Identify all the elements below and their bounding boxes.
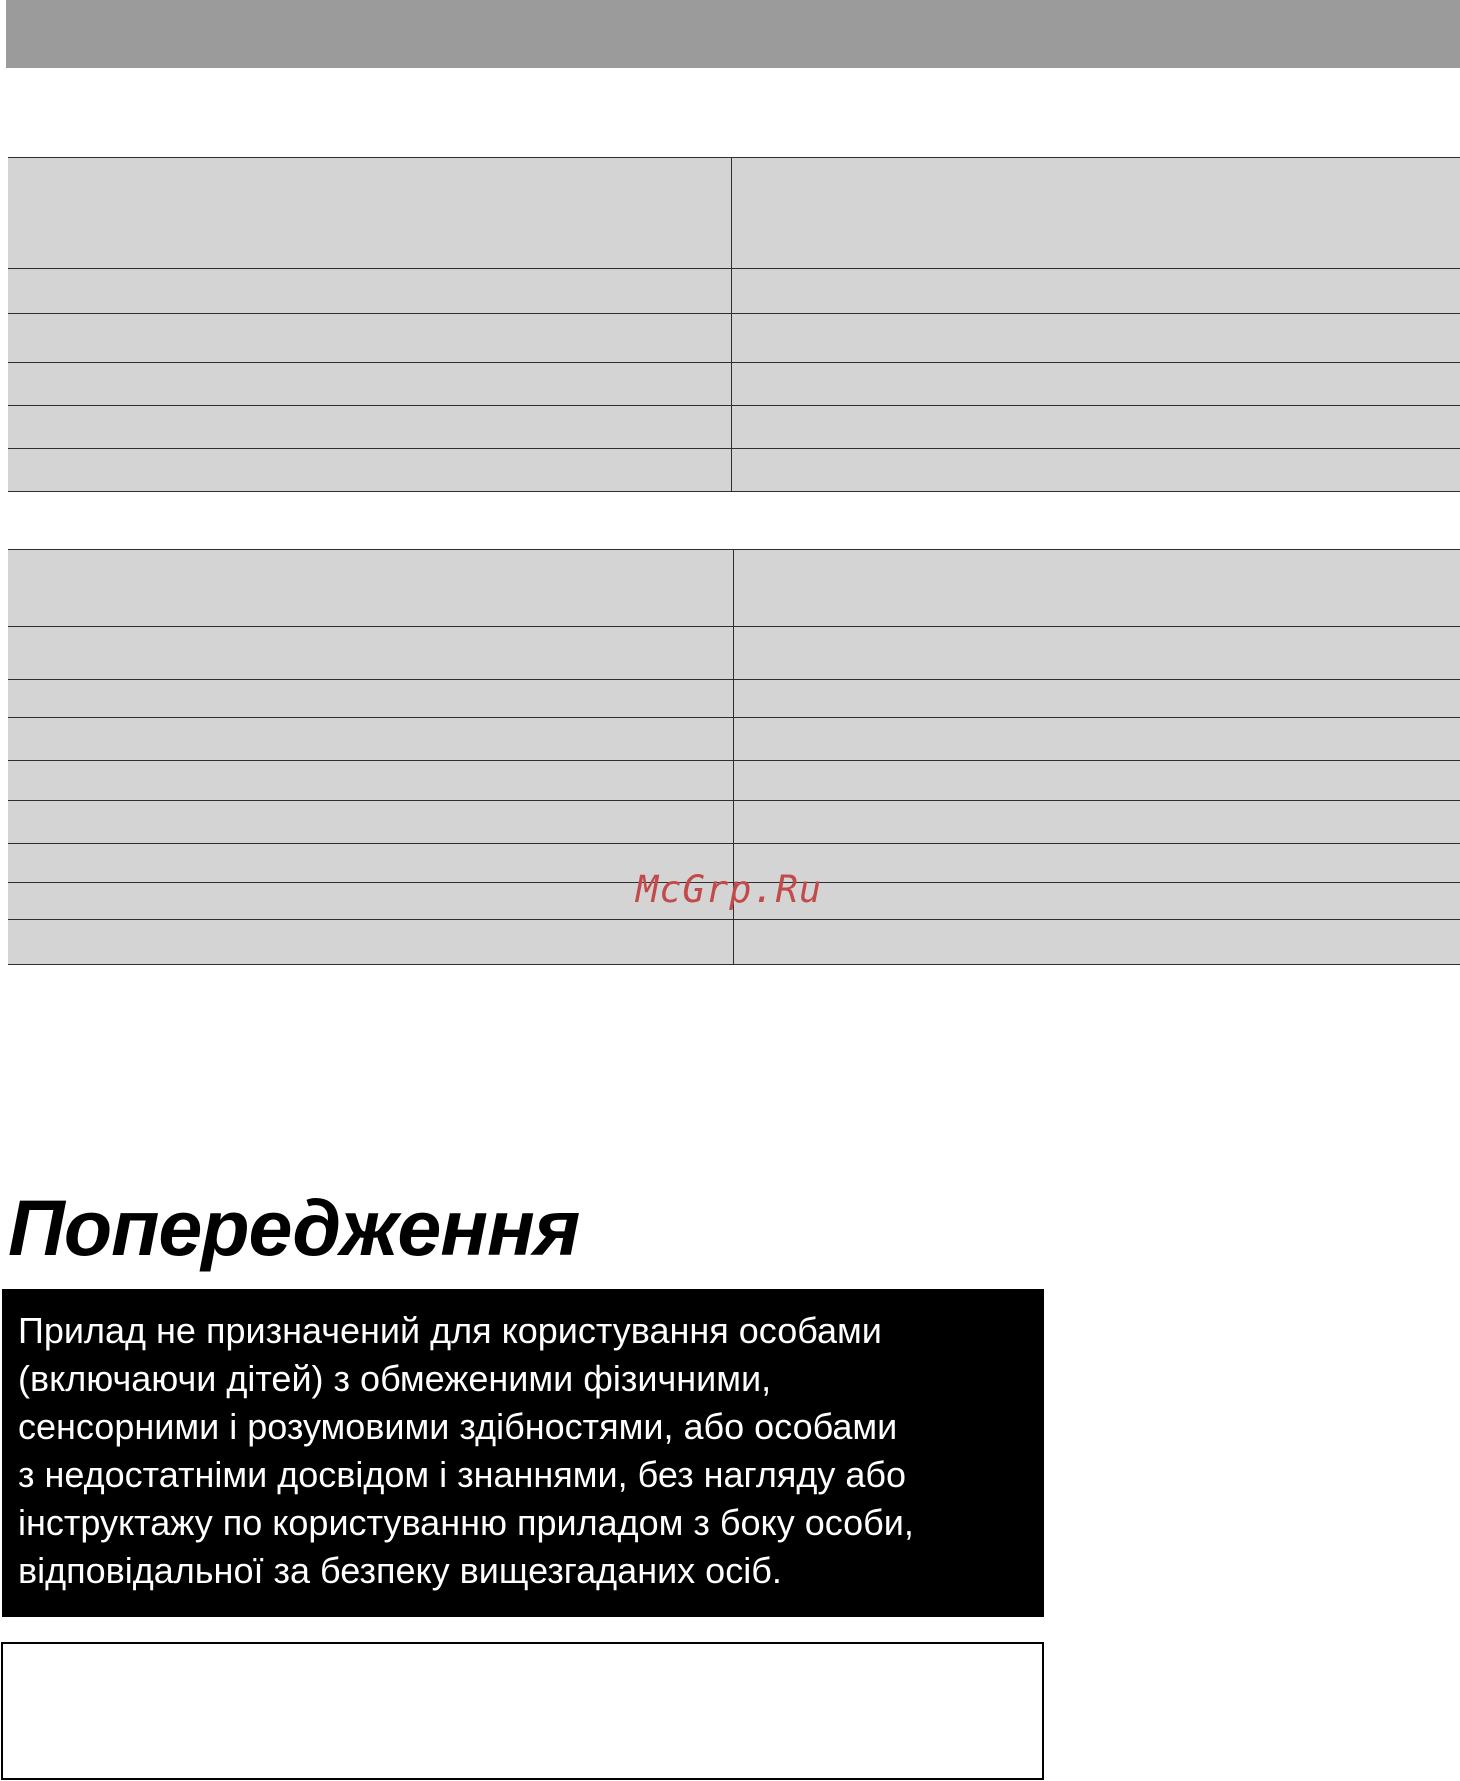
table-cell	[8, 718, 733, 761]
table-cell	[8, 761, 733, 801]
table-row	[8, 761, 1460, 801]
table-cell	[731, 406, 1460, 449]
table-cell	[731, 269, 1460, 314]
table-cell	[8, 844, 733, 883]
table-cell	[731, 314, 1460, 363]
table-row	[8, 627, 1460, 680]
table-row	[8, 158, 1460, 269]
table-cell	[8, 363, 731, 406]
table-row	[8, 920, 1460, 965]
table-cell	[733, 680, 1460, 718]
warning-line: з недостатніми досвідом і знаннями, без нагляду або	[18, 1454, 907, 1495]
table-row	[8, 406, 1460, 449]
header-bar	[6, 0, 1460, 68]
table-cell	[8, 680, 733, 718]
empty-note-box	[1, 1642, 1044, 1780]
table-cell	[8, 406, 731, 449]
table-cell	[733, 550, 1460, 627]
table-row	[8, 680, 1460, 718]
table-cell	[8, 269, 731, 314]
table-cell	[731, 449, 1460, 492]
table-row	[8, 801, 1460, 844]
table-cell	[8, 314, 731, 363]
spec-table-1	[8, 157, 1460, 492]
table-cell	[733, 627, 1460, 680]
watermark: McGrp.Ru	[636, 868, 823, 911]
warning-line: Прилад не призначений для користування особами	[18, 1310, 882, 1351]
table-cell	[8, 449, 731, 492]
warning-heading: Попередження	[8, 1183, 580, 1272]
table-cell	[8, 801, 733, 844]
table-row	[8, 550, 1460, 627]
warning-line: (включаючи дітей) з обмеженими фізичними,	[18, 1358, 772, 1399]
table-cell	[731, 363, 1460, 406]
table-row	[8, 718, 1460, 761]
table-cell	[733, 718, 1460, 761]
warning-line: інструктажу по користуванню приладом з боку особи,	[18, 1502, 914, 1543]
table-cell	[8, 158, 731, 269]
table-cell	[733, 920, 1460, 965]
warning-line: відповідальної за безпеку вищезгаданих осіб.	[18, 1550, 782, 1591]
table-cell	[733, 844, 1460, 883]
table-cell	[733, 883, 1460, 920]
table-cell	[8, 883, 733, 920]
table-cell	[8, 920, 733, 965]
table-cell	[733, 761, 1460, 801]
table-row	[8, 363, 1460, 406]
table-row	[8, 449, 1460, 492]
table-cell	[731, 158, 1460, 269]
table-cell	[8, 550, 733, 627]
table-cell	[8, 627, 733, 680]
warning-line: сенсорними і розумовими здібностями, або особами	[18, 1406, 898, 1447]
warning-box	[2, 1289, 1044, 1617]
table-cell	[733, 801, 1460, 844]
table-row	[8, 314, 1460, 363]
table-row	[8, 269, 1460, 314]
